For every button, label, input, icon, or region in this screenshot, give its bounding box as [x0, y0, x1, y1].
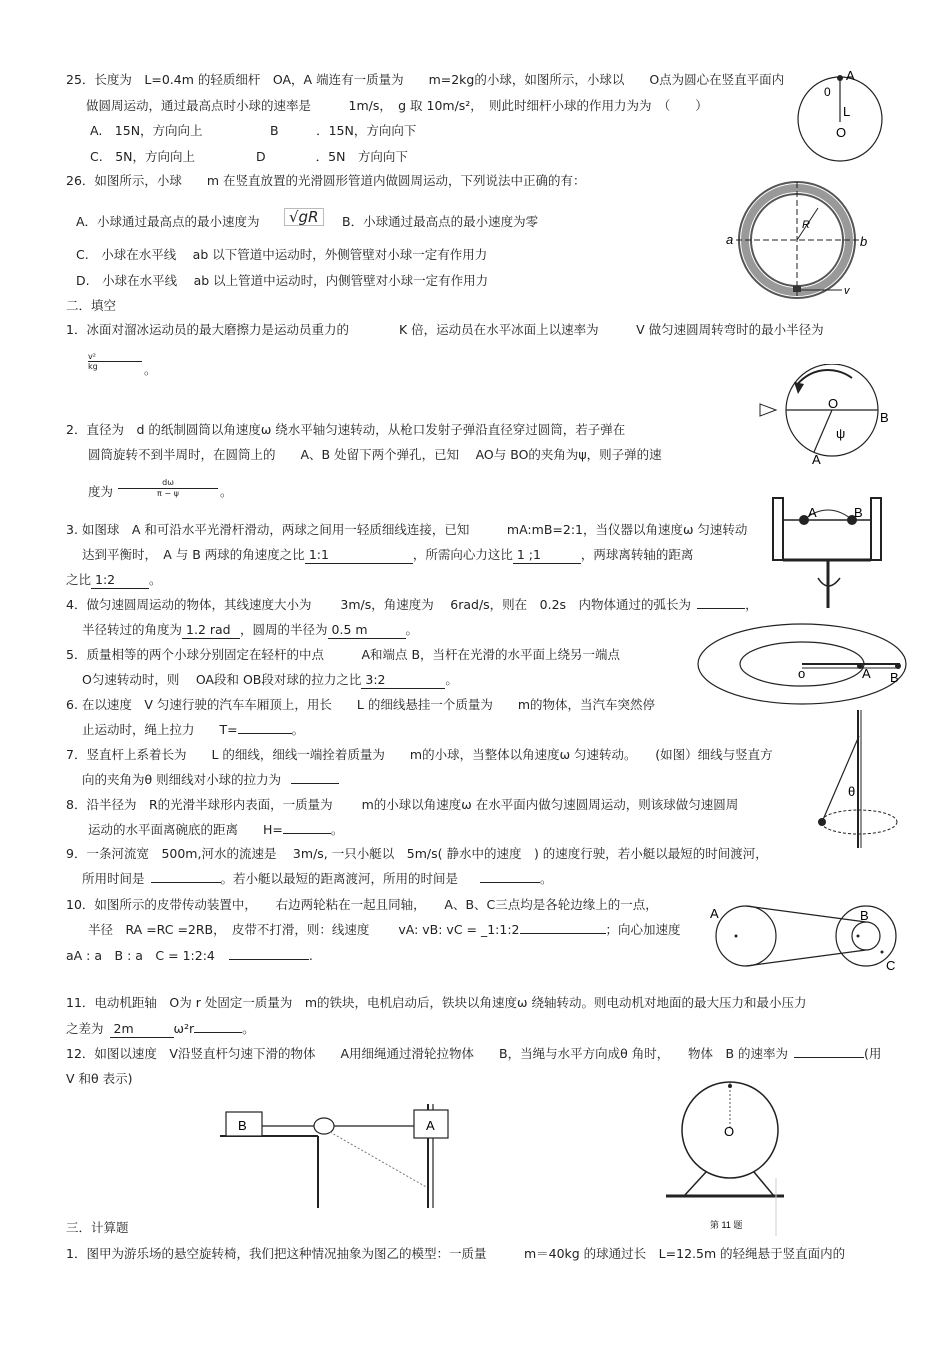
f10-line2 [88, 922, 681, 938]
f3-line2-a: 达到平衡时， A 与 B 两球的角速度之比 [82, 547, 305, 562]
f4-line2-a: 半径转过的角度为 [82, 622, 183, 637]
q26-sqrt-gr: √gR [284, 208, 324, 226]
f5-fig-label-o: o [798, 666, 806, 681]
f10-line3-a: aA : a B : a C = 1:2:4 [66, 948, 215, 963]
f4-answer-1: 1.2 rad [182, 622, 240, 639]
f4-blank-1 [697, 608, 745, 609]
f2-fig-label-b: B [880, 410, 889, 425]
f4-line2-b: ，圆周的半径为 [240, 622, 328, 637]
f12-figure [218, 1100, 456, 1212]
f9-line2-a: 所用时间是 [82, 871, 145, 886]
f8-line1: 8．沿半径为 R的光滑半球形内表面，一质量为 m的小球以角速度ω 在水平面内做匀速圆周运动，则该球做匀速圆周 [66, 797, 739, 812]
f9-end: 。 [540, 871, 553, 886]
f3-line3 [66, 572, 162, 589]
f5-figure [694, 620, 914, 710]
f2-line3: 度为 [88, 484, 114, 499]
f12-blank [794, 1057, 864, 1058]
f4-line2 [82, 622, 418, 639]
f3-figure [770, 494, 882, 612]
f5-line1: 5．质量相等的两个小球分别固定在轻杆的中点 A和端点 B，当杆在光滑的水平面上绕另一端点 [66, 647, 621, 662]
f3-answer-3: 1:2 [91, 572, 149, 589]
f2-line1: 2．直径为 d 的纸制圆筒以角速度ω 绕水平轴匀速转动，从枪口发射子弹沿直径穿过圆筒，若子弹在 [66, 422, 626, 437]
q26-stem: 26．如图所示，小球 m 在竖直放置的光滑圆形管道内做圆周运动，下列说法中正确的有： [66, 173, 586, 188]
f10-figure [706, 900, 912, 980]
q25-figure [790, 64, 890, 164]
f4-line1: 4．做匀速圆周运动的物体，其线速度大小为 3m/s，角速度为 6rad/s，则在 0.2s 内物体通过的弧长为 ， [66, 597, 758, 612]
q26-fig-label-v: v [844, 285, 850, 297]
f10-line2-a: 半径 RA =RC =2RB， 皮带不打滑，则：线速度 vA: vB: vC = _1:1:2 [88, 922, 520, 937]
f9-blank-2 [480, 882, 540, 883]
f9-line2 [82, 871, 553, 887]
q26-figure [722, 178, 872, 303]
f10-blank-1 [520, 933, 606, 934]
f7-fig-label-theta: θ [848, 784, 856, 799]
f12-line1 [66, 1046, 881, 1062]
f2-fraction-denominator: π − ψ [118, 488, 218, 499]
q25-line2: 做圆周运动，通过最高点时小球的速率是 1m/s， g 取 10m/s²， 则此时细杆小球的作用力为为 （ ） [86, 98, 708, 113]
f5-line2 [82, 672, 458, 689]
f7-line1: 7．竖直杆上系着长为 L 的细线，细线一端拴着质量为 m的小球，当整体以角速度ω 匀速转动。 (如图）细线与竖直方 [66, 747, 773, 762]
f4-end: 。 [405, 622, 419, 637]
f5-answer-1: 3:2 [361, 672, 445, 689]
f5-line2-a: O匀速转动时，则 OA段和 OB段对球的拉力之比 [82, 672, 362, 687]
q25-option-a: A. 15N，方向向上 [90, 123, 203, 138]
f8-line2 [88, 822, 343, 838]
q26-fig-label-b: b [860, 234, 868, 249]
section-fill-blank-heading: 二．填空 [66, 298, 117, 313]
f10-fig-label-a: A [710, 906, 719, 921]
f7-blank [291, 783, 339, 784]
f2-line2: 圆筒旋转不到半周时，在圆筒上的 A、B 处留下两个弹孔，已知 AO与 BO的夹角为ψ，则子弹的速 [88, 447, 662, 462]
f11-line1: 11．电动机距轴 O为 r 处固定一质量为 m的铁块，电机启动后，铁块以角速度ω 绕轴转动。则电动机对地面的最大压力和最小压力 [66, 995, 807, 1010]
f1-end: 。 [144, 362, 157, 377]
f2-fig-label-psi: ψ [836, 426, 846, 441]
f7-line2-text: 向的夹角为θ 则细线对小球的拉力为 [82, 772, 282, 787]
f3-answer-1: 1:1 [305, 547, 413, 564]
f1-text: 1．冰面对溜冰运动员的最大磨擦力是运动员重力的 K 倍，运动员在水平冰面上以速率为 V 做匀速圆周转弯时的最小半径为 [66, 322, 824, 337]
q25-option-b: B ．15N，方向向下 [270, 123, 417, 138]
f7-line2 [82, 772, 339, 788]
f11-line2-b: ω²r [173, 1021, 195, 1036]
q25-fig-label-o: O [836, 125, 847, 140]
f3-end: 。 [149, 572, 162, 587]
f10-line3 [66, 948, 313, 964]
f2-fig-label-a: A [812, 452, 821, 467]
f6-blank [238, 733, 292, 734]
q25-fig-label-l: L [843, 104, 851, 119]
f6-line2-text: 止运动时，绳上拉力 T= [82, 722, 238, 737]
section-calculation-heading: 三．计算题 [66, 1220, 129, 1235]
f12-fig-label-b: B [238, 1118, 247, 1133]
f11-blank [194, 1032, 242, 1033]
f8-line2-text: 运动的水平面离碗底的距离 H= [88, 822, 283, 837]
q25-fig-label-a: A [846, 68, 855, 83]
q26-option-b: B．小球通过最高点的最小速度为零 [342, 214, 539, 229]
f6-line1: 6. 在以速度 V 匀速行驶的汽车车厢顶上，用长 L 的细线悬挂一个质量为 m的物体，当汽车突然停 [66, 697, 656, 712]
f5-fig-label-a: A [862, 666, 871, 681]
f9-blank-1 [151, 882, 221, 883]
f12-line1-text: 12．如图以速度 V沿竖直杆匀速下滑的物体 A用细绳通过滑轮拉物体 B，当绳与水平方向成θ 角时， 物体 B 的速率为 [66, 1046, 789, 1061]
f10-line1: 10．如图所示的皮带传动装置中， 右边两轮粘在一起且同轴， A、B、C三点均是各轮边缘上的一点， [66, 897, 658, 912]
f11-end: 。 [242, 1021, 255, 1036]
f3-fig-label-b: B [854, 505, 863, 520]
f10-end: . [308, 948, 313, 963]
q26-option-a: A．小球通过最高点的最小速度为 [76, 214, 260, 229]
f3-line2-b: ，所需向心力这比 [412, 547, 513, 562]
f1-answer-fraction [88, 352, 142, 371]
f3-line1: 3. 如图球 A 和可沿水平光滑杆滑动，两球之间用一轻质细线连接，已知 mA:mB=2:1，当仪器以角速度ω 匀速转动 [66, 522, 748, 537]
f1-fraction-numerator: v² [88, 352, 96, 361]
f8-end: 。 [330, 822, 344, 837]
q26-fig-label-r: R [802, 219, 810, 231]
q25-option-c: C. 5N，方向向上 [90, 149, 196, 164]
f11-figure [660, 1078, 790, 1238]
f8-blank [283, 833, 331, 834]
f11-line2-a: 之差为 [66, 1021, 104, 1036]
q26-fig-label-a: a [726, 232, 734, 247]
f10-blank-2 [229, 959, 309, 960]
f3-line3-a: 之比 [66, 572, 92, 587]
f3-line2-c: ，两球离转轴的距离 [580, 547, 694, 562]
f2-fig-label-o: O [828, 396, 839, 411]
f11-fig-label-o: O [724, 1124, 735, 1139]
q26-option-c: C. 小球在水平线 ab 以下管道中运动时，外侧管壁对小球一定有作用力 [76, 247, 488, 262]
f3-answer-2: 1 ;1 [513, 547, 581, 564]
f3-fig-label-a: A [808, 505, 817, 520]
f12-line2: V 和θ 表示) [66, 1071, 133, 1086]
f2-end: 。 [220, 484, 233, 499]
q25-fig-label-zero: 0 [824, 85, 831, 99]
f2-fraction-numerator: dω [162, 478, 174, 487]
q25-option-d: D ．5N 方向向下 [256, 149, 408, 164]
f10-line2-b: ；向心加速度 [605, 922, 681, 937]
f5-end: 。 [445, 672, 458, 687]
f5-fig-label-b: B [890, 670, 899, 685]
f11-line2 [66, 1021, 255, 1038]
f2-figure [756, 364, 906, 468]
f11-answer-1: 2m [110, 1021, 174, 1038]
f4-line1-text: 4．做匀速圆周运动的物体，其线速度大小为 3m/s，角速度为 6rad/s，则在 0.2s 内物体通过的弧长为 [66, 597, 692, 612]
f9-line2-b: 。若小艇以最短的距离渡河，所用的时间是 [220, 871, 459, 886]
f6-end: 。 [291, 722, 305, 737]
c1-text: 1．图甲为游乐场的悬空旋转椅，我们把这种情况抽象为图乙的模型：一质量 m＝40kg 的球通过长 L=12.5m 的轻绳悬于竖直面内的 [66, 1246, 846, 1261]
f10-fig-label-b: B [860, 908, 869, 923]
q25-line1: 25．长度为 L=0.4m 的轻质细杆 OA，A 端连有一质量为 m=2kg的小球，如图所示，小球以 O点为圆心在竖直平面内 [66, 72, 785, 87]
q26-option-d: D. 小球在水平线 ab 以上管道中运动时，内侧管壁对小球一定有作用力 [76, 273, 489, 288]
f2-answer-fraction [118, 478, 218, 499]
f12-fig-label-a: A [426, 1118, 435, 1133]
f6-line2 [82, 722, 304, 738]
f3-line2 [82, 547, 693, 564]
f4-answer-2: 0.5 m [328, 622, 406, 639]
f10-fig-label-c: C [886, 958, 896, 973]
f11-fig-caption: 第 11 题 [710, 1220, 743, 1230]
f9-line1: 9．一条河流宽 500m,河水的流速是 3m/s, 一只小艇以 5m/s( 静水中的速度 ) 的速度行驶，若小艇以最短的时间渡河， [66, 846, 768, 861]
f7-figure [812, 708, 916, 852]
f1-fraction-denominator: kg [88, 361, 142, 371]
f12-line1-end: (用 [864, 1046, 882, 1061]
